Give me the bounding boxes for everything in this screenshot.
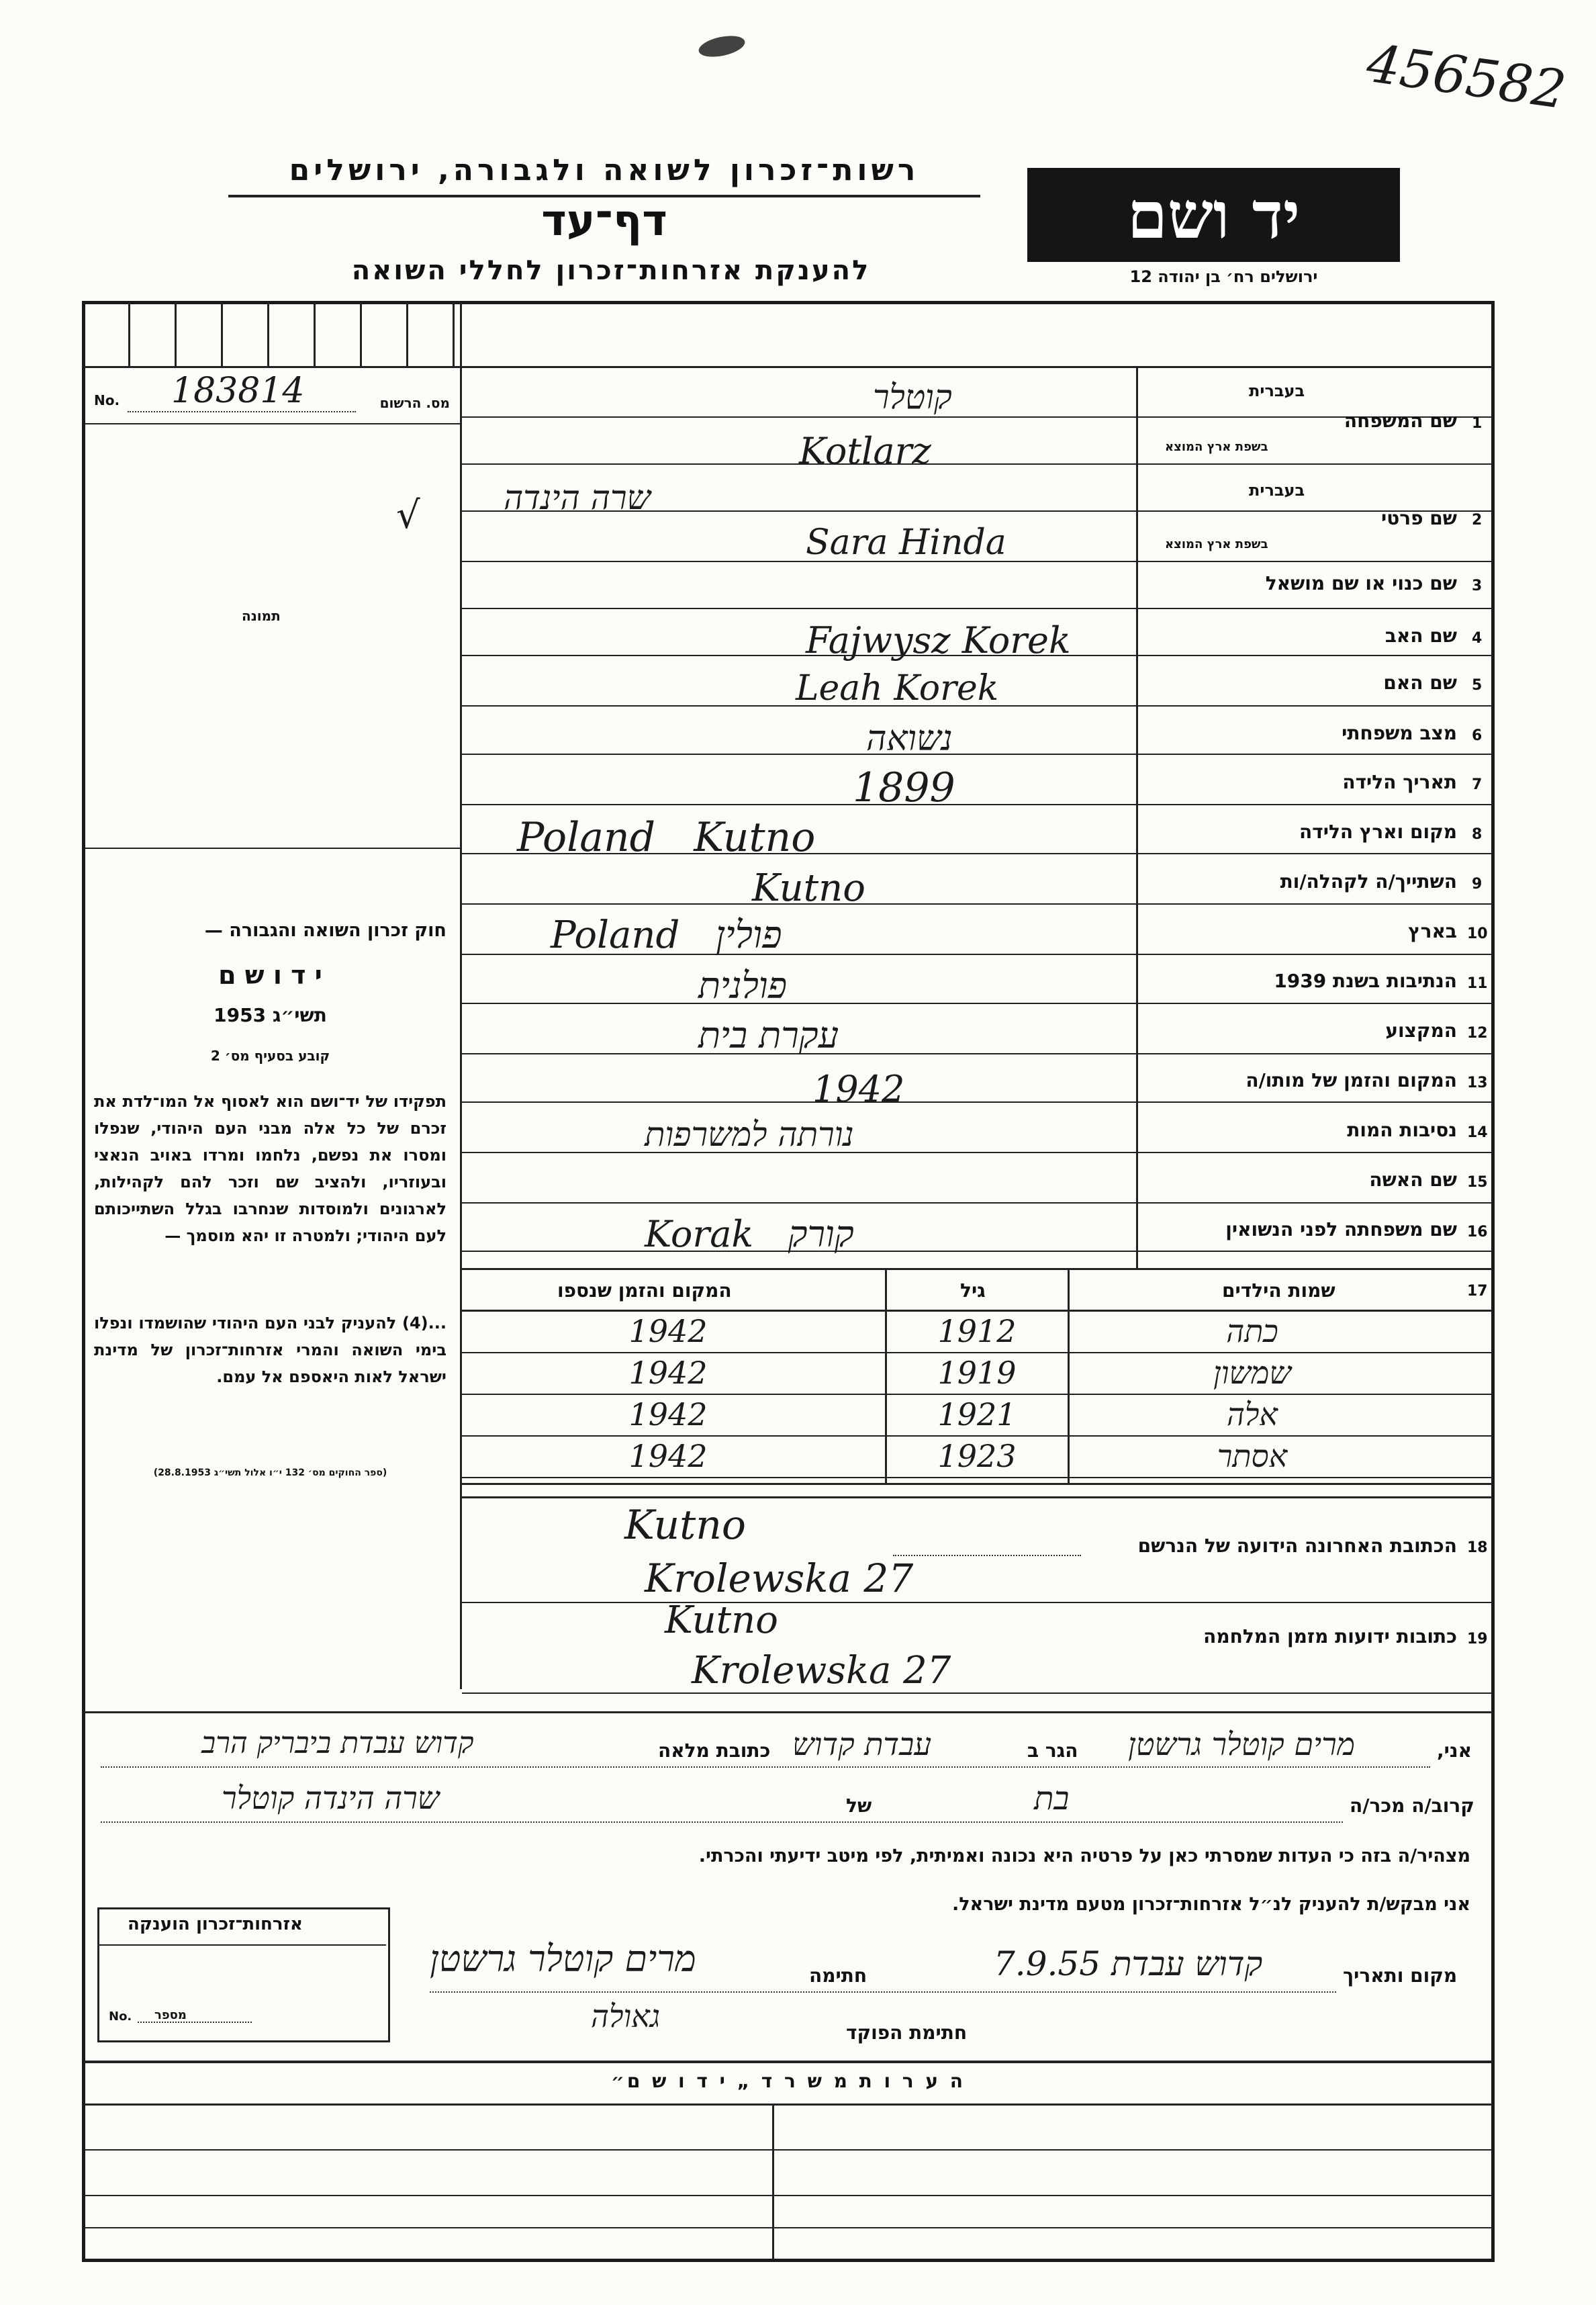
field-6-number: 6 bbox=[1472, 727, 1483, 744]
child-row-line bbox=[462, 1435, 1493, 1437]
logo-text: יד ושם bbox=[1127, 177, 1301, 253]
field-4-number: 4 bbox=[1472, 630, 1483, 647]
scan-smudge bbox=[697, 32, 747, 60]
child-death-place-date: 1942 bbox=[628, 1396, 708, 1433]
field-10-value: פולין Poland bbox=[551, 913, 782, 957]
field-1-value-loc: Kotlarz bbox=[799, 430, 931, 472]
child-name: שמשון bbox=[1213, 1355, 1291, 1391]
field-16-label: שם משפחתה לפני הנשואין bbox=[1225, 1218, 1457, 1240]
field-7-label: תאריך הלידה bbox=[1342, 771, 1457, 793]
place-date-label: מקום ותאריך bbox=[1343, 1964, 1458, 1987]
field-8-number: 8 bbox=[1472, 826, 1483, 843]
logo-address: ירושלים רח׳ בן יהודה 12 bbox=[1129, 267, 1318, 286]
field-14-label: נסיבות המות bbox=[1347, 1119, 1457, 1141]
children-top-line bbox=[462, 1268, 1493, 1270]
child-row-line bbox=[462, 1394, 1493, 1395]
field-9-label: השתייך/ה לקהלה/ות bbox=[1280, 870, 1457, 893]
form-title: דף־עד bbox=[541, 196, 667, 246]
field-3-number: 3 bbox=[1472, 578, 1483, 594]
org-line: רשות־זכרון לשואה ולגבורה, ירושלים bbox=[289, 153, 920, 187]
yad-vashem-logo bbox=[1027, 168, 1400, 262]
field-6-label: מצב משפחתי bbox=[1342, 722, 1457, 744]
field-10-number: 10 bbox=[1467, 925, 1488, 942]
child-birth-year: 1921 bbox=[937, 1396, 1017, 1433]
field-13-value: 1942 bbox=[812, 1068, 905, 1110]
notes-divider bbox=[772, 2104, 774, 2259]
field-11-value: פולנית bbox=[698, 964, 788, 1007]
field-row-line bbox=[462, 1251, 1493, 1252]
decl-request: אני מבקש/ת להעניק לנ״ל אזרחות־זכרון מטעם מדינת ישראל. bbox=[951, 1894, 1470, 1915]
form-subtitle: להענקת אזרחות־זכרון לחללי השואה bbox=[351, 255, 871, 286]
children-col-names: שמות הילדים bbox=[1222, 1279, 1335, 1302]
field-row-line bbox=[462, 1202, 1493, 1204]
children-col-age: גיל bbox=[960, 1279, 986, 1302]
field-18-dots bbox=[893, 1555, 1081, 1556]
signature-label: חתימה bbox=[809, 1964, 867, 1987]
field-12-label: המקצוע bbox=[1385, 1020, 1457, 1042]
field-12-value: עקרת בית bbox=[698, 1014, 839, 1056]
field-10-label: בארץ bbox=[1408, 920, 1457, 942]
field-8-label: מקום וארץ הלידה bbox=[1299, 821, 1457, 843]
decl-resides: הגר ב bbox=[1027, 1739, 1078, 1762]
law-citation: (ספר החוקים מס׳ 132 י״ו אלול תשי״ג 28.8.1953) bbox=[153, 1467, 387, 1478]
field-2-number: 2 bbox=[1472, 512, 1483, 529]
field-2-label: שם פרטי bbox=[1380, 507, 1457, 529]
field-12-number: 12 bbox=[1467, 1025, 1488, 1042]
notes-rule-1 bbox=[84, 2149, 1493, 2151]
field-18-label: הכתובת האחרונה הידועה של הנרשם bbox=[1137, 1535, 1457, 1557]
stamp-box-no: No. bbox=[109, 2009, 132, 2024]
field-row-line bbox=[462, 1053, 1493, 1054]
decl-of: של bbox=[846, 1795, 872, 1817]
field-1-value-he: קוטלר bbox=[873, 377, 952, 416]
children-header-line bbox=[462, 1310, 1493, 1312]
field-row-line bbox=[462, 608, 1493, 609]
field-7-number: 7 bbox=[1472, 776, 1483, 793]
field-7-value: 1899 bbox=[853, 764, 955, 811]
address-top-line bbox=[462, 1496, 1493, 1498]
reg-underline bbox=[84, 423, 460, 424]
stamp-box-rule bbox=[99, 1944, 386, 1946]
place-date-dots bbox=[430, 1991, 1336, 1993]
field-16-value: קורק Korak bbox=[645, 1213, 854, 1255]
field-row-line bbox=[462, 804, 1493, 805]
photo-mark: √ bbox=[396, 494, 420, 537]
field-row-line bbox=[462, 1003, 1493, 1004]
child-row-line bbox=[462, 1352, 1493, 1353]
field-2-value-he: שרה הינדה bbox=[504, 478, 651, 517]
label-column-divider bbox=[1136, 368, 1138, 1268]
field-4-label: שם האב bbox=[1384, 625, 1457, 647]
field-2-sub-loc: בשפת ארץ המוצא bbox=[1165, 537, 1268, 551]
place-date: קדוש עבדת 7.9.55 bbox=[994, 1944, 1263, 1983]
officer-signature: גאולה bbox=[591, 1998, 661, 2034]
field-6-value: נשואה bbox=[866, 719, 953, 759]
field-row-line bbox=[462, 1101, 1493, 1103]
stamp-box-title: אזרחות־זכרון הוענקה bbox=[128, 1914, 303, 1934]
law-name: י ד ו ש ם bbox=[218, 960, 322, 990]
field-8-value: Poland Kutno bbox=[517, 814, 816, 861]
field-16-number: 16 bbox=[1467, 1224, 1488, 1240]
child-row-line bbox=[462, 1477, 1493, 1478]
field-14-value: נורתה למשרפות bbox=[645, 1115, 854, 1154]
law-section: קובע בסעיף מס׳ 2 bbox=[210, 1048, 330, 1064]
photo-bottom bbox=[84, 848, 460, 849]
reg-number: 183814 bbox=[171, 371, 305, 411]
field-4-value: Fajwysz Korek bbox=[806, 619, 1071, 662]
field-18-number: 18 bbox=[1467, 1539, 1488, 1556]
decl-prefix: אני, bbox=[1437, 1739, 1472, 1762]
field-13-label: המקום והזמן של מותו/ה bbox=[1246, 1069, 1457, 1091]
field-9-value: Kutno bbox=[752, 866, 865, 910]
field-19-label: כתובות ידועות מזמן המלחמה bbox=[1203, 1625, 1457, 1647]
reg-label: מס. הרשום bbox=[379, 395, 450, 411]
decl-address-label: כתובת מלאה bbox=[658, 1739, 771, 1762]
field-3-label: שם כנוי או שם מושאל bbox=[1265, 572, 1457, 594]
child-birth-year: 1923 bbox=[937, 1438, 1017, 1474]
decl-address: קדוש עבדת ביבריק הרב bbox=[201, 1726, 474, 1760]
child-death-place-date: 1942 bbox=[628, 1355, 708, 1391]
frame-top-strip bbox=[84, 366, 1493, 368]
field-row-line bbox=[462, 903, 1493, 905]
notes-header-line bbox=[84, 2104, 1493, 2106]
field-1-sub-loc: בשפת ארץ המוצא bbox=[1165, 440, 1268, 454]
field-11-label: הנתיבות בשנת 1939 bbox=[1274, 970, 1457, 992]
field-5-label: שם האם bbox=[1383, 672, 1457, 694]
reg-dotted bbox=[128, 411, 356, 412]
child-name: אסתר bbox=[1217, 1438, 1288, 1474]
field-5-value: Leah Korek bbox=[796, 668, 999, 709]
decl-relation: בת bbox=[1034, 1780, 1070, 1817]
field-19-underline bbox=[462, 1692, 1493, 1694]
children-number: 17 bbox=[1467, 1283, 1488, 1300]
law-heading: חוק זכרון השואה והגבורה — bbox=[204, 920, 447, 941]
field-19-number: 19 bbox=[1467, 1631, 1488, 1647]
decl-relation-label: קרוב/ה מכר/ה bbox=[1350, 1795, 1474, 1817]
field-14-number: 14 bbox=[1467, 1124, 1488, 1141]
field-5-number: 5 bbox=[1472, 677, 1483, 694]
child-name: אלה bbox=[1226, 1396, 1278, 1433]
field-9-number: 9 bbox=[1472, 876, 1483, 893]
signature: מרים קוטלר גרשטן bbox=[430, 1938, 696, 1980]
notes-top-line bbox=[84, 2061, 1493, 2063]
field-19-line-2: Krolewska 27 bbox=[692, 1649, 951, 1692]
field-row-line bbox=[462, 1152, 1493, 1153]
field-19-line-1: Kutno bbox=[665, 1598, 778, 1642]
notes-rule-3 bbox=[84, 2227, 1493, 2228]
field-18-underline bbox=[462, 1602, 1493, 1603]
archive-number: 456582 bbox=[1363, 33, 1570, 122]
decl-line-1-dots bbox=[101, 1766, 1430, 1768]
declaration-top-line bbox=[84, 1711, 1493, 1713]
top-cells bbox=[84, 302, 460, 366]
child-birth-year: 1912 bbox=[937, 1313, 1017, 1349]
stamp-box-number-label: מספר bbox=[154, 2008, 187, 2022]
children-col-place: המקום והזמן שנספו bbox=[557, 1279, 732, 1302]
field-row-line bbox=[462, 754, 1493, 755]
children-col-divider-2 bbox=[1068, 1268, 1070, 1483]
child-name: כתה bbox=[1226, 1313, 1278, 1349]
field-15-number: 15 bbox=[1467, 1174, 1488, 1191]
reg-no-label: No. bbox=[94, 392, 120, 408]
child-birth-year: 1919 bbox=[937, 1355, 1017, 1391]
officer-label: חתימת הפוקד bbox=[846, 2022, 968, 2044]
decl-city: עבדת קדוש bbox=[792, 1726, 932, 1762]
office-notes-title: ה ע ר ו ת מ ש ר ד „ י ד ו ש ם״ bbox=[610, 2070, 966, 2092]
law-paragraph-1: תפקידו של יד־ושם הוא לאסוף אל המו־לדת את זכרם של כל אלה מבני העם היהודי, שנפלו ומסרו את נפשם, נלחמו ומרדו באויב הנאצי ובעוזריו, ולהציב שם וזכר להם לקהילות, לארגונים ולמוסדות שנחרבו בגלל השתייכותם לעם היהודי; ולמטרה זו יהא מוסמך — bbox=[94, 1092, 447, 1245]
decl-statement: מצהיר/ה בזה כי העדות שמסרתי כאן על פרטיה היא נכונה ואמיתית, לפי מיטב ידיעתי והכרתי. bbox=[698, 1846, 1470, 1866]
law-year: תשי״ג 1953 bbox=[214, 1004, 327, 1026]
field-15-label: שם האשה bbox=[1369, 1169, 1457, 1191]
decl-line-2-dots bbox=[101, 1821, 1343, 1823]
field-2-sub-he: בעברית bbox=[1249, 481, 1305, 500]
children-bottom-line bbox=[462, 1483, 1493, 1485]
field-1-label: שם המשפחה bbox=[1344, 410, 1457, 432]
field-row-line bbox=[462, 463, 1493, 465]
field-1-sub-he: בעברית bbox=[1249, 381, 1305, 400]
decl-name: מרים קוטלר גרשטן bbox=[1128, 1726, 1356, 1762]
field-18-line-1: Kutno bbox=[624, 1502, 747, 1549]
field-18-line-2: Krolewska 27 bbox=[645, 1555, 914, 1601]
field-1-number: 1 bbox=[1472, 415, 1483, 432]
photo-label: תמונה bbox=[242, 608, 281, 624]
child-death-place-date: 1942 bbox=[628, 1438, 708, 1474]
notes-rule-2 bbox=[84, 2195, 1493, 2196]
field-11-number: 11 bbox=[1467, 975, 1488, 992]
children-col-divider-1 bbox=[885, 1268, 887, 1483]
child-death-place-date: 1942 bbox=[628, 1313, 708, 1349]
decl-person: שרה הינדה קוטלר bbox=[222, 1780, 440, 1816]
law-paragraph-2: ...(4) להעניק לבני העם היהודי שהושמדו ונפלו בימי השואה והמרי אזרחות־זכרון של מדינת ישראל לאות היאספם אל עמם. bbox=[94, 1314, 447, 1386]
field-2-value-loc: Sara Hinda bbox=[806, 523, 1006, 563]
field-13-number: 13 bbox=[1467, 1075, 1488, 1091]
